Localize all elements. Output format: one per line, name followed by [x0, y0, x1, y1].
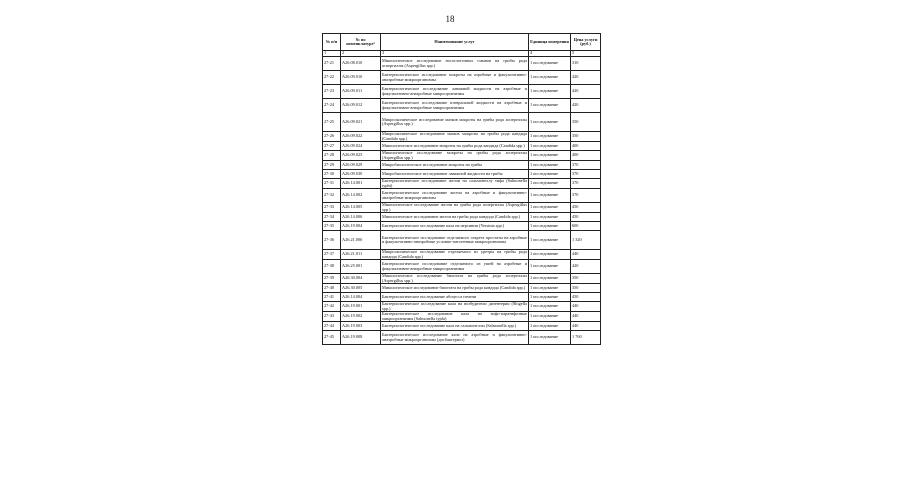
row-number: 27-36 [323, 231, 341, 250]
nomenclature-code: A26.19.003 [341, 322, 381, 331]
unit-of-measure: 1 исследование [529, 322, 571, 331]
table-row [323, 85, 601, 99]
service-price: 420 [571, 71, 601, 85]
unit-of-measure: 1 исследование [529, 161, 571, 170]
row-number: 27-21 [323, 57, 341, 71]
column-index: 5 [571, 51, 601, 57]
row-number: 27-25 [323, 113, 341, 132]
service-price: 370 [571, 170, 601, 179]
service-price: 370 [571, 161, 601, 170]
header-price: Цена услуги (руб.) [571, 34, 601, 51]
service-name: Микроскопическое исследование отделяемого из уретры на грибы рода кандида (Candida spp.) [382, 249, 527, 259]
service-price: 1 320 [571, 231, 601, 250]
nomenclature-code: A26.14.005 [341, 203, 381, 213]
service-name: Микроскопическое исследование мазков мокроты на грибы рода аспергиллы (Aspergillus spp.) [381, 113, 529, 132]
header-service-name: Наименование услуг [381, 34, 529, 51]
service-name: Бактериологическое исследование лаважной жидкости на аэробные и факультативно-анаэробные микроорганизмы [381, 85, 529, 99]
service-name: Бактериологическое исследование кала на иерсинии (Yersinia spp.) [381, 222, 529, 231]
service-name: Бактериологическое исследование отделяемого из ушей на аэробные и факультативно-анаэробные микроорганизмы [381, 260, 529, 274]
nomenclature-code: A26.21.006 [341, 231, 381, 250]
service-price: 420 [571, 85, 601, 99]
service-name: Микологическое исследование носоглоточных смывов на грибы рода аспергиллы (Aspergillus spp.) [381, 57, 529, 71]
nomenclature-code: A26.25.001 [341, 260, 381, 274]
unit-of-measure: 1 исследование [529, 222, 571, 231]
nomenclature-code: A26.19.008 [341, 331, 381, 345]
row-number: 27-30 [323, 170, 341, 179]
row-number: 27-26 [323, 132, 341, 142]
unit-of-measure: 1 исследование [529, 151, 571, 161]
service-name: Микроскопическое исследование мазков мокроты на грибы рода кандида (Candida spp.) [382, 131, 527, 141]
service-name: Микологическое исследование желчи на грибы рода кандида (Candida spp.) [381, 213, 529, 222]
service-price: 350 [571, 132, 601, 142]
column-index: 3 [381, 51, 529, 57]
nomenclature-code: A26.09.010 [341, 71, 381, 85]
column-index: 1 [323, 51, 341, 57]
service-price: 450 [571, 213, 601, 222]
unit-of-measure: 1 исследование [529, 331, 571, 345]
unit-of-measure: 1 исследование [529, 179, 571, 189]
row-number: 27-31 [323, 179, 341, 189]
service-name: Микологическое исследование мокроты на грибы рода кандида (Candida spp.) [381, 142, 529, 151]
unit-of-measure: 1 исследование [529, 189, 571, 203]
row-number: 27-27 [323, 142, 341, 151]
column-index: 4 [529, 51, 571, 57]
unit-of-measure: 1 исследование [529, 231, 571, 250]
nomenclature-code: A26.19.002 [341, 312, 381, 322]
nomenclature-code: A26.14.006 [341, 213, 381, 222]
unit-of-measure: 1 исследование [529, 113, 571, 132]
unit-of-measure: 1 исследование [529, 213, 571, 222]
row-number: 27-33 [323, 203, 341, 213]
table-row [323, 203, 601, 213]
row-number: 27-37 [323, 250, 341, 260]
service-price: 420 [571, 99, 601, 113]
nomenclature-code: A26.14.001 [341, 179, 381, 189]
service-name: Бактериологическое исследование отделяемого секрета простаты на аэробные и факультативно-анаэробные условно-патогенные микроорганизмы [381, 231, 529, 250]
service-price: 400 [571, 142, 601, 151]
service-name: Бактериологическое исследование кала на аэробные и факультативно-анаэробные микроорганизмы (дисбактериоз) [381, 331, 529, 345]
service-name: Бактериологическое исследование желчи на аэробные и факультативно-анаэробные микроорганизмы [381, 189, 529, 203]
table-row [323, 284, 601, 293]
table-row [323, 222, 601, 231]
nomenclature-code: A26.30.005 [341, 284, 381, 293]
table-row [323, 250, 601, 260]
unit-of-measure: 1 исследование [529, 85, 571, 99]
nomenclature-code: A26.09.012 [341, 99, 381, 113]
price-table [322, 33, 601, 345]
row-number: 27-22 [323, 71, 341, 85]
service-price: 370 [571, 189, 601, 203]
table-body [323, 57, 601, 345]
service-price: 450 [571, 293, 601, 302]
table-row [323, 260, 601, 274]
nomenclature-code: A26.09.025 [341, 151, 381, 161]
table-row [323, 293, 601, 302]
service-name: Бактериологическое исследование желчи на сальмонеллу тифа (Salmonella typhi) [382, 178, 527, 188]
row-number: 27-43 [323, 312, 341, 322]
table-row [323, 71, 601, 85]
row-number: 27-38 [323, 260, 341, 274]
table-row [323, 170, 601, 179]
nomenclature-code: A26.19.001 [341, 302, 381, 312]
table-row [323, 179, 601, 189]
service-name: Микологическое исследование биоптата на грибы рода кандида (Candida spp.) [381, 284, 529, 293]
unit-of-measure: 1 исследование [529, 274, 571, 284]
service-name: Микологическое исследование биоптата на грибы рода аспергиллы (Aspergillus spp.) [382, 273, 527, 283]
unit-of-measure: 1 исследование [529, 203, 571, 213]
table-row [323, 331, 601, 345]
row-number: 27-24 [323, 99, 341, 113]
service-name: Микробиологическое исследование мокроты на грибы [381, 161, 529, 170]
nomenclature-code: A26.09.030 [341, 170, 381, 179]
header-number: № п/п [323, 34, 341, 51]
nomenclature-code: A26.09.024 [341, 142, 381, 151]
unit-of-measure: 1 исследование [529, 99, 571, 113]
service-price: 350 [571, 274, 601, 284]
unit-of-measure: 1 исследование [529, 302, 571, 312]
row-number: 27-35 [323, 222, 341, 231]
table-row [323, 132, 601, 142]
service-price: 310 [571, 57, 601, 71]
header-nomenclature: № по номенклатуре¹ [341, 34, 381, 51]
nomenclature-code: A26.30.004 [341, 274, 381, 284]
unit-of-measure: 1 исследование [529, 284, 571, 293]
service-name: Бактериологическое исследование мокроты на аэробные и факультативно-анаэробные микроорганизмы [381, 71, 529, 85]
table-row [323, 113, 601, 132]
row-number: 27-44 [323, 322, 341, 331]
nomenclature-code: A26.14.002 [341, 189, 381, 203]
row-number: 27-29 [323, 161, 341, 170]
service-price: 600 [571, 222, 601, 231]
service-price: 400 [571, 151, 601, 161]
row-number: 27-41 [323, 293, 341, 302]
table-row [323, 57, 601, 71]
service-price: 350 [571, 284, 601, 293]
nomenclature-code: A26.08.010 [341, 57, 381, 71]
service-name: Бактериологическое исследование кала на тифо-паратифозные микроорганизмы (Salmonella typhi) [382, 311, 527, 321]
table-row [323, 151, 601, 161]
header-unit: Единица измерения [529, 34, 571, 51]
row-number: 27-39 [323, 274, 341, 284]
unit-of-measure: 1 исследование [529, 293, 571, 302]
service-price: 420 [571, 260, 601, 274]
nomenclature-code: A26.09.029 [341, 161, 381, 170]
table-row [323, 189, 601, 203]
row-number: 27-42 [323, 302, 341, 312]
nomenclature-code: A26.09.021 [341, 113, 381, 132]
unit-of-measure: 1 исследование [529, 142, 571, 151]
service-name: Бактериологическое исследование плевральной жидкости на аэробные и факультативно-анаэробные микроорганизмы [381, 99, 529, 113]
service-name: Микологическое исследование желчи на грибы рода аспергиллы (Aspergillus spp.) [382, 202, 527, 212]
unit-of-measure: 1 исследование [529, 71, 571, 85]
unit-of-measure: 1 исследование [529, 57, 571, 71]
service-price: 440 [571, 322, 601, 331]
table-row [323, 302, 601, 312]
service-name: Бактериологическое исследование абсцесса печени [381, 293, 529, 302]
nomenclature-code: A26.21.011 [341, 250, 381, 260]
nomenclature-code: A26.14.004 [341, 293, 381, 302]
row-number: 27-45 [323, 331, 341, 345]
service-price: 450 [571, 203, 601, 213]
table-row [323, 213, 601, 222]
column-index: 2 [341, 51, 381, 57]
service-price: 440 [571, 250, 601, 260]
service-price: 440 [571, 312, 601, 322]
table-row [323, 274, 601, 284]
nomenclature-code: A26.09.022 [341, 132, 381, 142]
nomenclature-code: A26.09.011 [341, 85, 381, 99]
service-price: 350 [571, 113, 601, 132]
unit-of-measure: 1 исследование [529, 260, 571, 274]
service-price: 440 [571, 302, 601, 312]
service-name: Микологическое исследование мокроты на грибы рода аспергиллы (Aspergillus spp.) [382, 150, 527, 160]
table-row [323, 231, 601, 250]
service-price: 370 [571, 179, 601, 189]
service-name: Бактериологическое исследование кала на возбудители дизентерии (Shigella spp.) [382, 301, 527, 311]
unit-of-measure: 1 исследование [529, 312, 571, 322]
table-header-row [323, 34, 601, 51]
service-name: Микробиологическое исследование лаважной жидкости на грибы [381, 170, 529, 179]
page-number: 18 [445, 14, 455, 24]
service-name: Бактериологическое исследование кала на сальмонеллы (Salmonella spp.) [381, 322, 529, 331]
service-price: 1 760 [571, 331, 601, 345]
table-row [323, 142, 601, 151]
row-number: 27-23 [323, 85, 341, 99]
row-number: 27-32 [323, 189, 341, 203]
table-row [323, 161, 601, 170]
row-number: 27-28 [323, 151, 341, 161]
unit-of-measure: 1 исследование [529, 250, 571, 260]
table-row [323, 99, 601, 113]
table-row [323, 312, 601, 322]
row-number: 27-40 [323, 284, 341, 293]
unit-of-measure: 1 исследование [529, 170, 571, 179]
table-row [323, 322, 601, 331]
nomenclature-code: A26.19.004 [341, 222, 381, 231]
unit-of-measure: 1 исследование [529, 132, 571, 142]
row-number: 27-34 [323, 213, 341, 222]
